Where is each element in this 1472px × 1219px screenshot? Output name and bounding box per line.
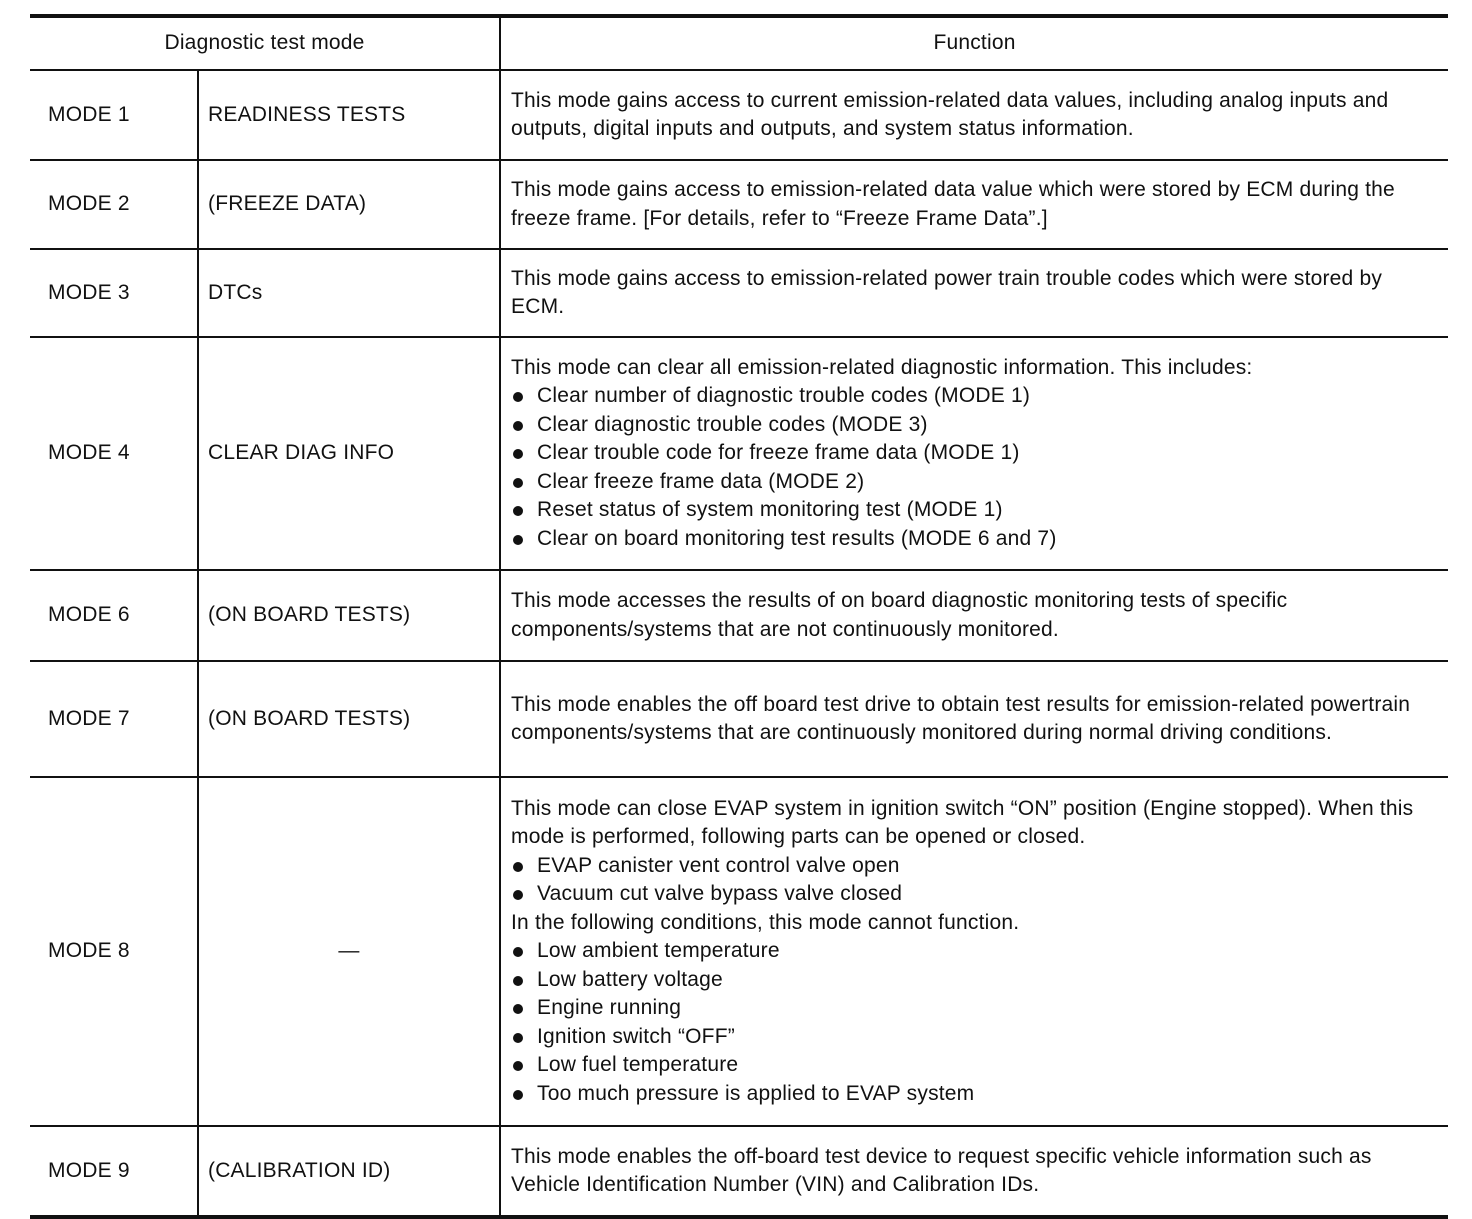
- function-text: This mode gains access to current emission-related data values, including analog inputs and outputs, digital inputs and outputs, and system status information.: [511, 88, 1389, 140]
- function-text: This mode can close EVAP system in ignition switch “ON” position (Engine stopped). When this mode is performed, following parts can be opened or closed.: [511, 796, 1414, 849]
- bullet-icon: [513, 392, 523, 402]
- bullet-list: [511, 852, 1438, 909]
- function-cell: [500, 661, 1448, 777]
- header-diagnostic-test-mode: Diagnostic test mode: [30, 16, 500, 70]
- mode-name-cell: READINESS TESTS: [198, 70, 500, 160]
- list-item: [511, 496, 1438, 525]
- mode-name-cell: (ON BOARD TESTS): [198, 570, 500, 661]
- mode-name-cell: (CALIBRATION ID): [198, 1126, 500, 1217]
- bullet-icon: [513, 1004, 523, 1014]
- table-header-row: [30, 16, 1448, 70]
- list-item-text: Ignition switch “OFF”: [537, 1024, 735, 1048]
- bullet-icon: [513, 421, 523, 431]
- table-row: [30, 777, 1448, 1126]
- bullet-icon: [513, 449, 523, 459]
- mode-name-cell: DTCs: [198, 249, 500, 337]
- table-row: [30, 160, 1448, 249]
- function-cell: [500, 160, 1448, 249]
- mode-name-cell: (FREEZE DATA): [198, 160, 500, 249]
- mode-cell: MODE 8: [30, 777, 198, 1126]
- bullet-icon: [513, 890, 523, 900]
- mode-cell: MODE 6: [30, 570, 198, 661]
- list-item: [511, 1023, 1438, 1052]
- list-item-text: Clear number of diagnostic trouble codes (MODE 1): [537, 384, 1031, 408]
- header-function: Function: [500, 16, 1448, 70]
- list-item: [511, 1080, 1438, 1109]
- bullet-list: [511, 382, 1438, 553]
- list-item-text: Clear trouble code for freeze frame data (MODE 1): [537, 441, 1020, 465]
- function-text: This mode gains access to emission-related data value which were stored by ECM during the freeze frame. [For details, refer to “Freeze Frame Data”.]: [511, 178, 1395, 230]
- list-item: [511, 411, 1438, 440]
- function-cell: [500, 337, 1448, 570]
- table-row: [30, 337, 1448, 570]
- function-text: This mode enables the off board test drive to obtain test results for emission-related powertrain components/systems that are continuously monitored during normal driving conditions.: [511, 692, 1411, 744]
- list-item: [511, 966, 1438, 995]
- function-text: This mode enables the off-board test device to request specific vehicle information such as Vehicle Identification Number (VIN) and Calibration IDs.: [511, 1144, 1372, 1196]
- list-item-text: EVAP canister vent control valve open: [537, 853, 900, 877]
- mode-cell: MODE 7: [30, 661, 198, 777]
- list-item: [511, 880, 1438, 909]
- list-item-text: Clear freeze frame data (MODE 2): [537, 469, 865, 493]
- list-item-text: Too much pressure is applied to EVAP system: [537, 1081, 975, 1105]
- mode-name-cell: —: [198, 777, 500, 1126]
- table-row: [30, 661, 1448, 777]
- list-item-text: Reset status of system monitoring test (MODE 1): [537, 498, 1003, 522]
- function-cell: [500, 777, 1448, 1126]
- list-item: [511, 439, 1438, 468]
- list-item-text: Low battery voltage: [537, 967, 723, 991]
- function-cell: [500, 1126, 1448, 1217]
- diagnostic-mode-table: [30, 14, 1448, 1219]
- bullet-icon: [513, 478, 523, 488]
- list-item-text: Clear on board monitoring test results (MODE 6 and 7): [537, 526, 1057, 550]
- list-item-text: Low fuel temperature: [537, 1053, 739, 1077]
- list-item: [511, 525, 1438, 554]
- bullet-icon: [513, 535, 523, 545]
- list-item-text: Low ambient temperature: [537, 939, 780, 963]
- table-row: [30, 249, 1448, 337]
- list-item: [511, 382, 1438, 411]
- function-text: This mode accesses the results of on board diagnostic monitoring tests of specific components/systems that are not continuously monitored.: [511, 589, 1288, 641]
- mode-cell: MODE 9: [30, 1126, 198, 1217]
- list-item: [511, 994, 1438, 1023]
- mode-name-cell: CLEAR DIAG INFO: [198, 337, 500, 570]
- bullet-icon: [513, 976, 523, 986]
- table-row: [30, 70, 1448, 160]
- mode-cell: MODE 4: [30, 337, 198, 570]
- bullet-icon: [513, 862, 523, 872]
- mode-cell: MODE 3: [30, 249, 198, 337]
- bullet-list: [511, 937, 1438, 1108]
- bullet-icon: [513, 1033, 523, 1043]
- bullet-icon: [513, 506, 523, 516]
- bullet-icon: [513, 947, 523, 957]
- function-cell: [500, 570, 1448, 661]
- mode-name-cell: (ON BOARD TESTS): [198, 661, 500, 777]
- function-cell: [500, 70, 1448, 160]
- function-cell: [500, 249, 1448, 337]
- list-item-text: Clear diagnostic trouble codes (MODE 3): [537, 412, 928, 436]
- list-item: [511, 852, 1438, 881]
- list-item-text: Vacuum cut valve bypass valve closed: [537, 882, 903, 906]
- bullet-icon: [513, 1061, 523, 1071]
- table-row: [30, 570, 1448, 661]
- list-item: [511, 937, 1438, 966]
- table-row: [30, 1126, 1448, 1217]
- mode-cell: MODE 1: [30, 70, 198, 160]
- list-item: [511, 468, 1438, 497]
- function-text: This mode can clear all emission-related diagnostic information. This includes:: [511, 355, 1253, 379]
- function-text: In the following conditions, this mode cannot function.: [511, 910, 1020, 934]
- list-item-text: Engine running: [537, 996, 682, 1020]
- list-item: [511, 1051, 1438, 1080]
- bullet-icon: [513, 1090, 523, 1100]
- mode-cell: MODE 2: [30, 160, 198, 249]
- function-text: This mode gains access to emission-related power train trouble codes which were stored by ECM.: [511, 266, 1383, 318]
